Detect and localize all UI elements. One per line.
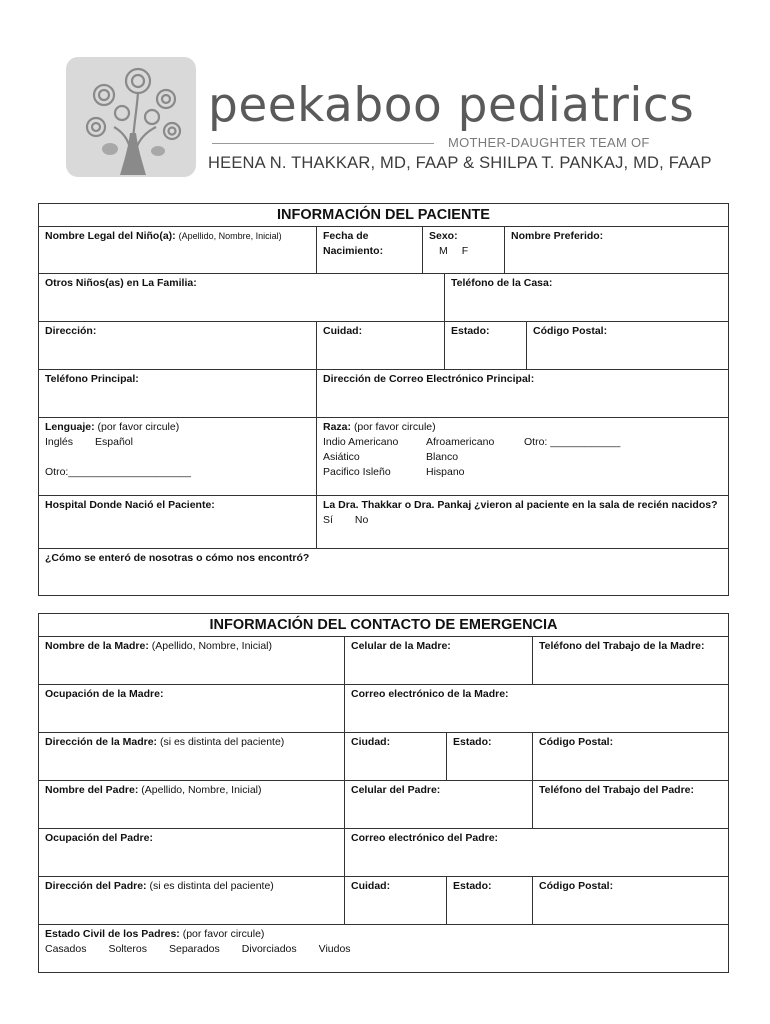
nursery-option-no[interactable]: No (354, 514, 369, 526)
sex-option-f[interactable]: F (461, 245, 469, 257)
logo-tree-image (66, 57, 196, 177)
legal-name-hint: (Apellido, Nombre, Inicial) (178, 231, 282, 241)
marital-option-separated[interactable]: Separados (168, 943, 220, 955)
referral-field[interactable] (39, 549, 729, 596)
marital-status-hint: (por favor circule) (182, 928, 265, 940)
mother-name-field[interactable] (39, 637, 345, 685)
doctors-names: HEENA N. THAKKAR, MD, FAAP & SHILPA T. PANKAJ, MD, FAAP (208, 154, 712, 172)
brand-divider (212, 143, 434, 144)
language-option-spanish[interactable]: Español (95, 436, 133, 448)
home-phone-label: Teléfono de la Casa: (451, 277, 553, 289)
main-phone-field[interactable] (39, 370, 317, 418)
mother-address-hint: (si es distinta del paciente) (159, 736, 285, 748)
birth-hospital-label: Hospital Donde Nació el Paciente: (45, 499, 215, 511)
zip-field[interactable] (527, 322, 729, 370)
other-children-field[interactable] (39, 274, 445, 322)
mother-occupation-field[interactable] (39, 685, 345, 733)
patient-info-table (38, 203, 729, 596)
state-label: Estado: (451, 325, 490, 337)
language-option-other[interactable]: Otro:_____________________ (45, 466, 191, 478)
mother-address-field[interactable] (39, 733, 345, 781)
nursery-option-yes[interactable]: Sí (323, 514, 333, 526)
language-option-english[interactable]: Inglés (45, 436, 74, 448)
city-field[interactable] (317, 322, 445, 370)
nursery-question: La Dra. Thakkar o Dra. Pankaj ¿vieron al paciente en la sala de recién nacidos? (323, 499, 718, 511)
mother-state-field[interactable] (447, 733, 533, 781)
main-phone-label: Teléfono Principal: (45, 373, 139, 385)
mother-cell-field[interactable] (345, 637, 533, 685)
race-field[interactable] (317, 418, 729, 496)
race-option-native-american[interactable]: Indio Americano (323, 436, 399, 448)
mother-name-hint: (Apellido, Nombre, Inicial) (151, 640, 272, 652)
patient-section-title: INFORMACIÓN DEL PACIENTE (39, 204, 729, 227)
father-state-field[interactable] (447, 877, 533, 925)
emergency-section-title: INFORMACIÓN DEL CONTACTO DE EMERGENCIA (39, 614, 729, 637)
dob-label-line2: Nacimiento: (323, 245, 384, 257)
referral-question: ¿Cómo se enteró de nosotras o cómo nos encontró? (45, 552, 310, 564)
legal-name-label: Nombre Legal del Niño(a): (45, 230, 176, 242)
race-option-other[interactable]: Otro: ____________ (524, 436, 621, 448)
father-email-field[interactable] (345, 829, 729, 877)
language-label: Lenguaje: (45, 421, 95, 433)
father-cell-field[interactable] (345, 781, 533, 829)
language-hint: (por favor circule) (97, 421, 180, 433)
home-phone-field[interactable] (445, 274, 729, 322)
main-email-label: Dirección de Correo Electrónico Principal: (323, 373, 535, 385)
race-label: Raza: (323, 421, 352, 433)
father-city-field[interactable] (345, 877, 447, 925)
marital-status-label: Estado Civil de los Padres: (45, 928, 180, 940)
mother-name-label: Nombre de la Madre: (45, 640, 149, 652)
marital-option-widowed[interactable]: Viudos (318, 943, 351, 955)
father-address-label: Dirección del Padre: (45, 880, 147, 892)
father-email-label: Correo electrónico del Padre: (351, 832, 499, 844)
mother-zip-field[interactable] (533, 733, 729, 781)
race-option-asian[interactable]: Asiático (323, 451, 360, 463)
father-occupation-label: Ocupación del Padre: (45, 832, 153, 844)
race-option-african-american[interactable]: Afroamericano (426, 436, 495, 448)
race-hint: (por favor circule) (353, 421, 436, 433)
dob-field[interactable] (317, 227, 423, 274)
father-address-field[interactable] (39, 877, 345, 925)
mother-state-label: Estado: (453, 736, 492, 748)
tree-logo-icon (66, 57, 196, 177)
tagline: MOTHER-DAUGHTER TEAM OF (448, 135, 650, 150)
father-work-phone-label: Teléfono del Trabajo del Padre: (539, 784, 695, 796)
father-address-hint: (si es distinta del paciente) (149, 880, 274, 892)
other-children-label: Otros Niños(as) en La Familia: (45, 277, 197, 289)
main-email-field[interactable] (317, 370, 729, 418)
father-zip-field[interactable] (533, 877, 729, 925)
address-field[interactable] (39, 322, 317, 370)
mother-work-phone-field[interactable] (533, 637, 729, 685)
marital-status-field[interactable] (39, 925, 729, 973)
brand-name: peekaboo pediatrics (208, 78, 695, 133)
birth-hospital-field[interactable] (39, 496, 317, 549)
father-name-label: Nombre del Padre: (45, 784, 139, 796)
mother-email-field[interactable] (345, 685, 729, 733)
mother-cell-label: Celular de la Madre: (351, 640, 451, 652)
father-zip-label: Código Postal: (539, 880, 614, 892)
sex-field[interactable] (423, 227, 505, 274)
dob-label-line1: Fecha de (323, 230, 369, 242)
father-city-label: Cuidad: (351, 880, 391, 892)
mother-work-phone-label: Teléfono del Trabajo de la Madre: (539, 640, 705, 652)
mother-city-field[interactable] (345, 733, 447, 781)
marital-option-married[interactable]: Casados (45, 943, 87, 955)
father-occupation-field[interactable] (39, 829, 345, 877)
father-name-field[interactable] (39, 781, 345, 829)
father-work-phone-field[interactable] (533, 781, 729, 829)
father-cell-label: Celular del Padre: (351, 784, 441, 796)
mother-city-label: Ciudad: (351, 736, 391, 748)
sex-option-m[interactable]: M (439, 245, 448, 257)
nursery-visit-field[interactable] (317, 496, 729, 549)
father-name-hint: (Apellido, Nombre, Inicial) (141, 784, 262, 796)
emergency-contact-table (38, 613, 729, 973)
preferred-name-label: Nombre Preferido: (511, 230, 604, 242)
language-field[interactable] (39, 418, 317, 496)
father-state-label: Estado: (453, 880, 492, 892)
city-label: Cuidad: (323, 325, 363, 337)
mother-zip-label: Código Postal: (539, 736, 614, 748)
legal-name-field[interactable] (39, 227, 317, 274)
preferred-name-field[interactable] (505, 227, 729, 274)
mother-address-label: Dirección de la Madre: (45, 736, 158, 748)
address-label: Dirección: (45, 325, 97, 337)
zip-label: Código Postal: (533, 325, 608, 337)
mother-email-label: Correo electrónico de la Madre: (351, 688, 509, 700)
state-field[interactable] (445, 322, 527, 370)
marital-option-single[interactable]: Solteros (108, 943, 147, 955)
mother-occupation-label: Ocupación de la Madre: (45, 688, 164, 700)
sex-label: Sexo: (429, 230, 458, 242)
race-option-hispanic[interactable]: Hispano (426, 466, 465, 478)
race-option-pacific-islander[interactable]: Pacifico Isleño (323, 466, 391, 478)
race-option-white[interactable]: Blanco (426, 451, 459, 463)
marital-option-divorced[interactable]: Divorciados (241, 943, 297, 955)
